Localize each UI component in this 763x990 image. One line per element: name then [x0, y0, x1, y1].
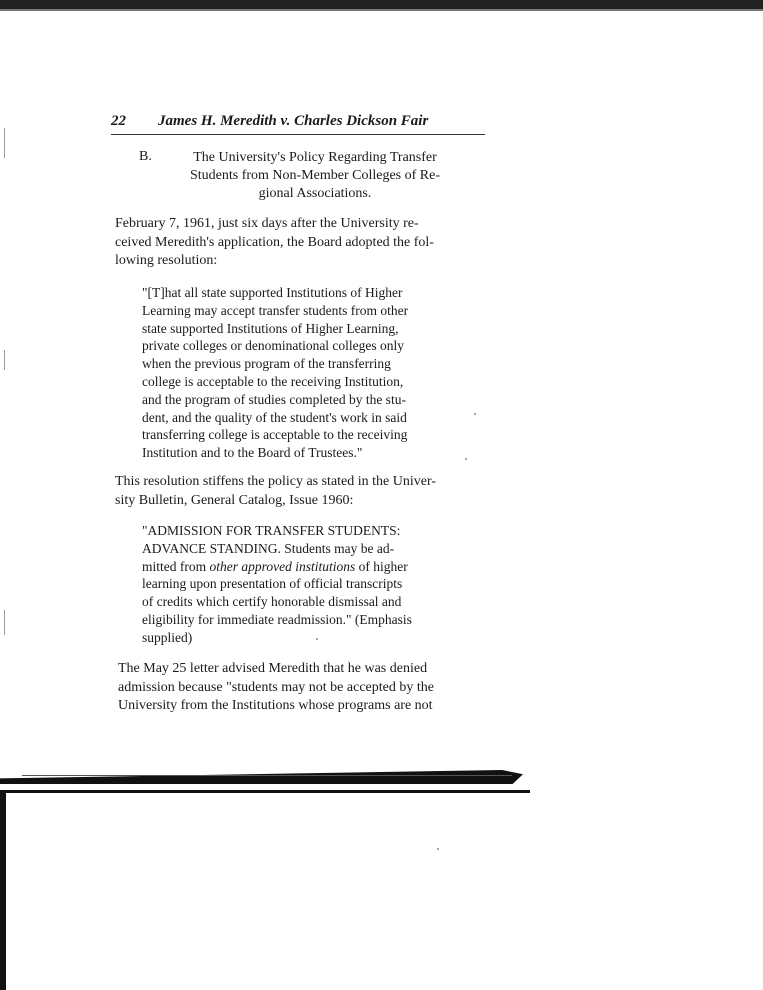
- scan-bottom-bar: [0, 770, 523, 784]
- section-title: The University's Policy Regarding Transfer Students from Non-Member Colleges of Re- gional Associations.: [189, 150, 440, 201]
- paragraph-1: February 7, 1961, just six days after the University re- ceived Meredith's application, the Board adopted the fol- lowing resolution:: [115, 216, 434, 268]
- quote-bulletin-text-2: of higher learning upon presentation of official transcripts of credits which certify honorable dismissal and eligibility for immediate readmission." (Emphasis supplied): [142, 558, 412, 645]
- scan-speck: [316, 638, 318, 640]
- header-rule: [111, 134, 485, 135]
- quote-resolution: "[T]hat all state supported Institutions of Higher Learning may accept transfer students from other state supported Institutions of Higher Learning, private colleges or denominational colleges only when the previous program of the transferring college is acceptable to the receiving Institution, and the program of studies completed by the stu- dent, and the quality of the student's work in said transferring college is acceptable to the receiving Institution and to the Board of Trustees.": [142, 285, 409, 461]
- page-number: 22: [111, 113, 126, 129]
- scan-bottom-line: [22, 775, 512, 776]
- scan-top-edge: [0, 0, 763, 9]
- scan-speck: [4, 350, 5, 370]
- section-label: B.: [139, 149, 152, 164]
- running-head-title: James H. Meredith v. Charles Dickson Fair: [158, 113, 429, 129]
- scan-speck: [4, 128, 5, 158]
- scan-speck: [465, 458, 467, 460]
- scan-speck: [4, 610, 5, 635]
- quote-bulletin-text-1: "ADMISSION FOR TRANSFER STUDENTS: ADVANCE STANDING. Students may be ad- mitted from: [142, 523, 401, 574]
- quote-bulletin: [142, 522, 464, 647]
- scan-speck: [437, 848, 439, 850]
- quote-bulletin-emphasis: other approved institutions: [209, 558, 356, 574]
- scan-speck: [474, 413, 476, 415]
- scan-bottom-line-thick: [0, 790, 530, 793]
- paragraph-3: The May 25 letter advised Meredith that he was denied admission because "students may not be accepted by the University from the Institutions whose programs are not: [118, 661, 434, 713]
- paragraph-2: This resolution stiffens the policy as stated in the Univer- sity Bulletin, General Catalog, Issue 1960:: [115, 474, 437, 508]
- scan-top-edge-line: [0, 9, 763, 11]
- scan-bottom-left-edge: [0, 790, 6, 990]
